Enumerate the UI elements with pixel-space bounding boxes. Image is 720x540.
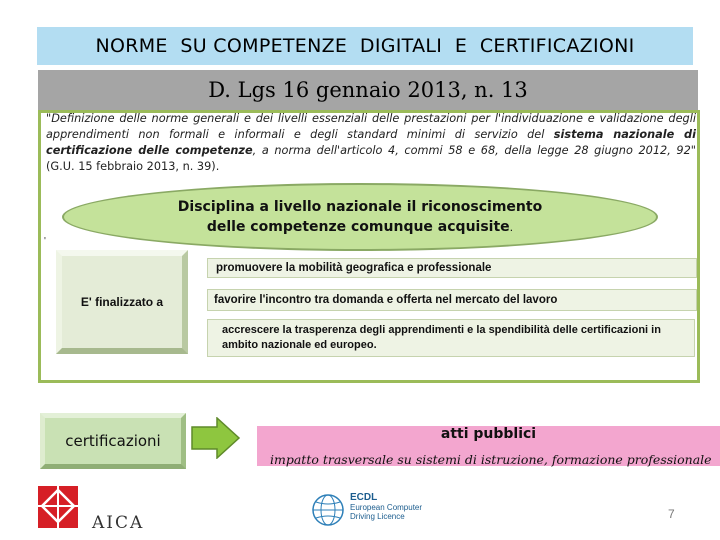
goal-item [207,289,697,311]
ellipse-dot: . [509,220,514,234]
ellipse-line-2 [207,217,513,238]
subtitle-bar [38,70,698,110]
slide-subtitle: D. Lgs 16 gennaio 2013, n. 13 [208,78,528,102]
atti-pubblici-subtitle: impatto trasversale su sistemi di istruzione, formazione professionale [270,452,712,467]
goal-text: favorire l'incontro tra domanda e offerta nel mercato del lavoro [214,294,558,306]
atti-pubblici-title: atti pubblici [440,426,537,442]
purpose-label: E' finalizzato a [80,295,164,309]
ecdl-line-2: Driving Licence [350,512,405,521]
certificazioni-box [40,413,186,469]
definition-part1: "Definizione delle norme generali e dei livelli essenziali delle prestazioni per l'individuazione e validazione degli apprendimenti non formali e informali e degli standard minimi di servizio del [46,112,696,141]
slide-title-bar [37,27,693,65]
ellipse-line-2-text: delle competenze comunque acquisite [206,218,510,235]
goal-item [207,319,695,357]
aica-logo-icon [37,485,79,529]
ecdl-title: ECDL [350,492,378,503]
certificazioni-label: certificazioni [65,432,161,450]
ecdl-line-1: European Computer [350,503,423,512]
definition-part2: , a norma dell'articolo 4, commi 58 e 68, della legge 28 giugno 2012, 92" [252,144,696,157]
right-arrow-icon [191,417,241,459]
definition-text [46,111,696,175]
aica-wordmark: AICA [92,513,145,533]
ellipse-line-1: Disciplina a livello nazionale il riconoscimento [177,198,543,215]
definition-bold: sistema nazionale di certificazione delle competenze [46,128,696,157]
slide-title: NORME SU COMPETENZE DIGITALI E CERTIFICAZIONI [95,35,635,57]
purpose-box [56,250,188,354]
page-number: 7 [668,507,675,521]
recognition-ellipse [62,183,658,251]
goal-text: promuovere la mobilità geografica e professionale [216,262,492,274]
ecdl-globe-icon [310,492,346,528]
definition-part3: (G.U. 15 febbraio 2013, n. 39). [46,160,220,173]
goal-text: accrescere la trasperenza degli apprendimenti e la spendibilità delle certificazioni in ambito nazionale ed europeo. [222,324,661,351]
goal-item [207,258,697,278]
stray-mark: ' [44,236,46,247]
